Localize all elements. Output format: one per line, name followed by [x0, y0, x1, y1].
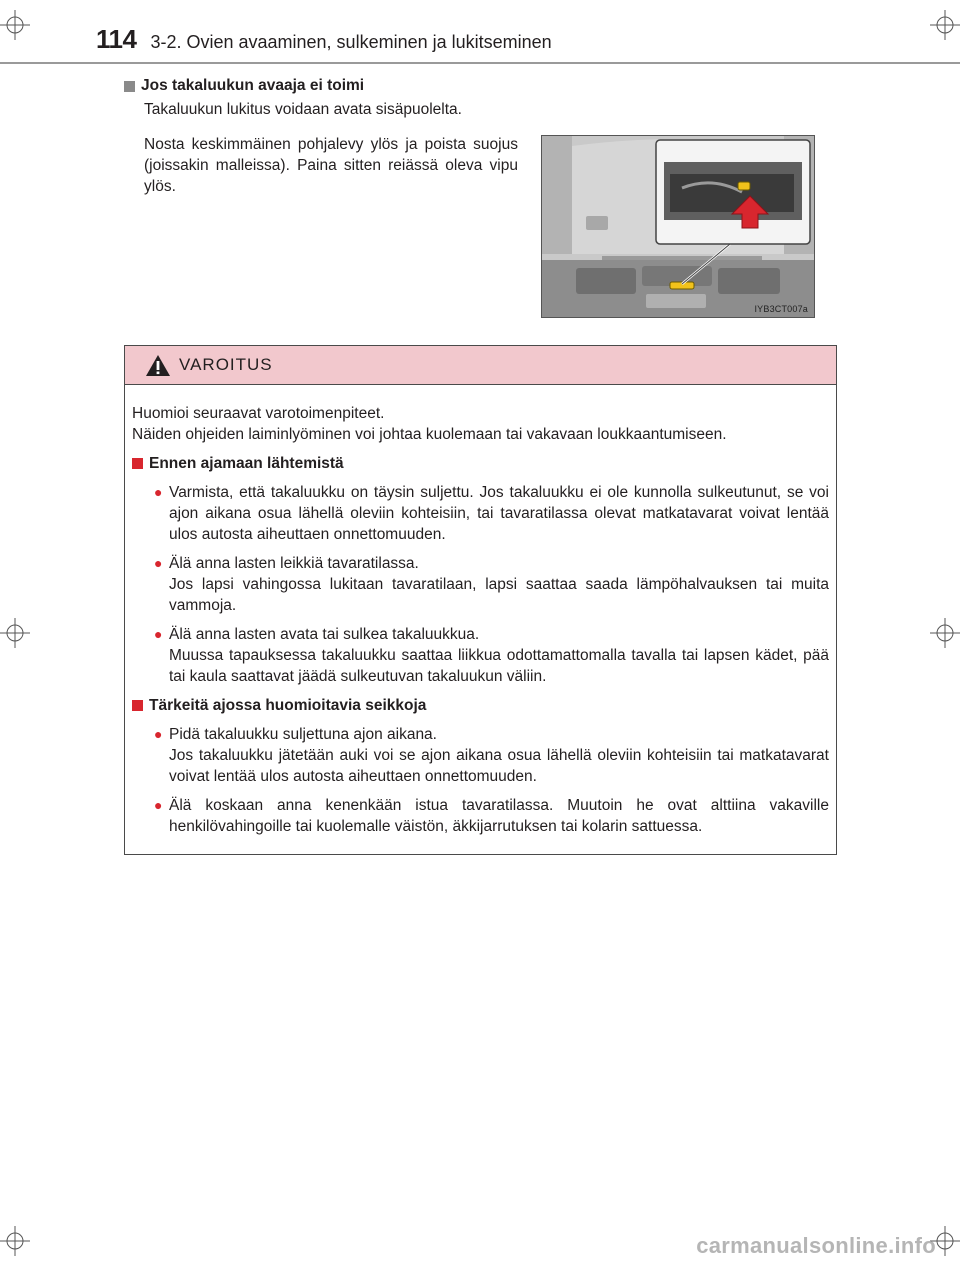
grey-square-icon	[124, 81, 135, 92]
warning-intro-2: Näiden ohjeiden laiminlyöminen voi johtaa kuolemaan tai vakavaan loukkaantumiseen.	[132, 426, 727, 443]
warning-bullet	[132, 724, 829, 787]
warning-bullet	[132, 553, 829, 616]
warning-body	[125, 385, 836, 837]
watermark: carmanualsonline.info	[696, 1233, 936, 1258]
warning-section-heading-text: Ennen ajamaan lähtemistä	[149, 455, 344, 472]
page-number: 114	[96, 24, 137, 54]
warning-bullet-text: Pidä takaluukku suljettuna ajon aikana. Jos takaluukku jätetään auki voi se ajon aikana osua lähellä oleviin kohteisiin tai matkatavarat voivat lentää ulos autosta aiheuttaen onnettomuuden.	[169, 726, 829, 785]
red-bullet-icon: ●	[154, 726, 163, 742]
warning-bullet-text: Älä koskaan anna kenenkään istua tavaratilassa. Muutoin he ovat alttiina vakaville henkilövahingoille tai kuolemalle väistön, äkkijarrutuksen tai kolarin sattuessa.	[169, 797, 829, 835]
red-square-icon	[132, 458, 143, 469]
page-header	[96, 24, 552, 56]
crop-mark-bottom-left	[0, 1226, 30, 1256]
crop-mark-top-right	[930, 10, 960, 40]
trunk-illustration	[541, 135, 815, 318]
instruction-text: Nosta keskimmäinen pohjalevy ylös ja poista suojus (joissakin malleissa). Paina sitten reiässä oleva vipu ylös.	[144, 136, 518, 195]
warning-section-heading-text: Tärkeitä ajossa huomioitavia seikkoja	[149, 697, 427, 714]
warning-bullet	[132, 482, 829, 545]
crop-mark-top-left	[0, 10, 30, 40]
warning-title: VAROITUS	[179, 355, 273, 374]
red-bullet-icon: ●	[154, 797, 163, 813]
crop-mark-mid-left	[0, 618, 30, 648]
red-bullet-icon: ●	[154, 626, 163, 642]
intro-text: Takaluukun lukitus voidaan avata sisäpuolelta.	[144, 101, 462, 118]
crop-mark-mid-right	[930, 618, 960, 648]
red-bullet-icon: ●	[154, 555, 163, 571]
warning-triangle-icon	[145, 354, 171, 377]
warning-section-heading	[132, 695, 829, 716]
red-square-icon	[132, 700, 143, 711]
header-divider	[0, 62, 960, 64]
warning-intro-1: Huomioi seuraavat varotoimenpiteet.	[132, 405, 385, 422]
warning-bullet	[132, 795, 829, 837]
sub-heading-text: Jos takaluukun avaaja ei toimi	[141, 77, 365, 94]
sub-heading	[124, 77, 364, 95]
warning-bullet-text: Älä anna lasten avata tai sulkea takaluukkua. Muussa tapauksessa takaluukku saattaa liikkua odottamattomalla tavalla tai lapsen kädet, pää tai kaula saattavat jäädä sulkeutuvan takaluukun väliin.	[169, 626, 829, 685]
figure-code: IYB3CT007a	[754, 304, 808, 314]
red-bullet-icon: ●	[154, 484, 163, 500]
warning-header	[125, 346, 836, 385]
warning-section-heading	[132, 453, 829, 474]
warning-bullet	[132, 624, 829, 687]
section-title: 3-2. Ovien avaaminen, sulkeminen ja lukitseminen	[150, 32, 552, 52]
warning-box	[124, 345, 837, 855]
warning-bullet-text: Varmista, että takaluukku on täysin suljettu. Jos takaluukku ei ole kunnolla sulkeutunut, se voi ajon aikana osua lähellä oleviin kohteisiin, tai tavaratilassa olevat matkatavarat voivat lentää ulos autosta aiheuttaen onnettomuuden.	[169, 484, 829, 543]
warning-bullet-text: Älä anna lasten leikkiä tavaratilassa. Jos lapsi vahingossa lukitaan tavaratilaan, lapsi saattaa saada lämpöhalvauksen tai muita vammoja.	[169, 555, 829, 614]
trunk-illustration-drawing	[542, 136, 814, 317]
